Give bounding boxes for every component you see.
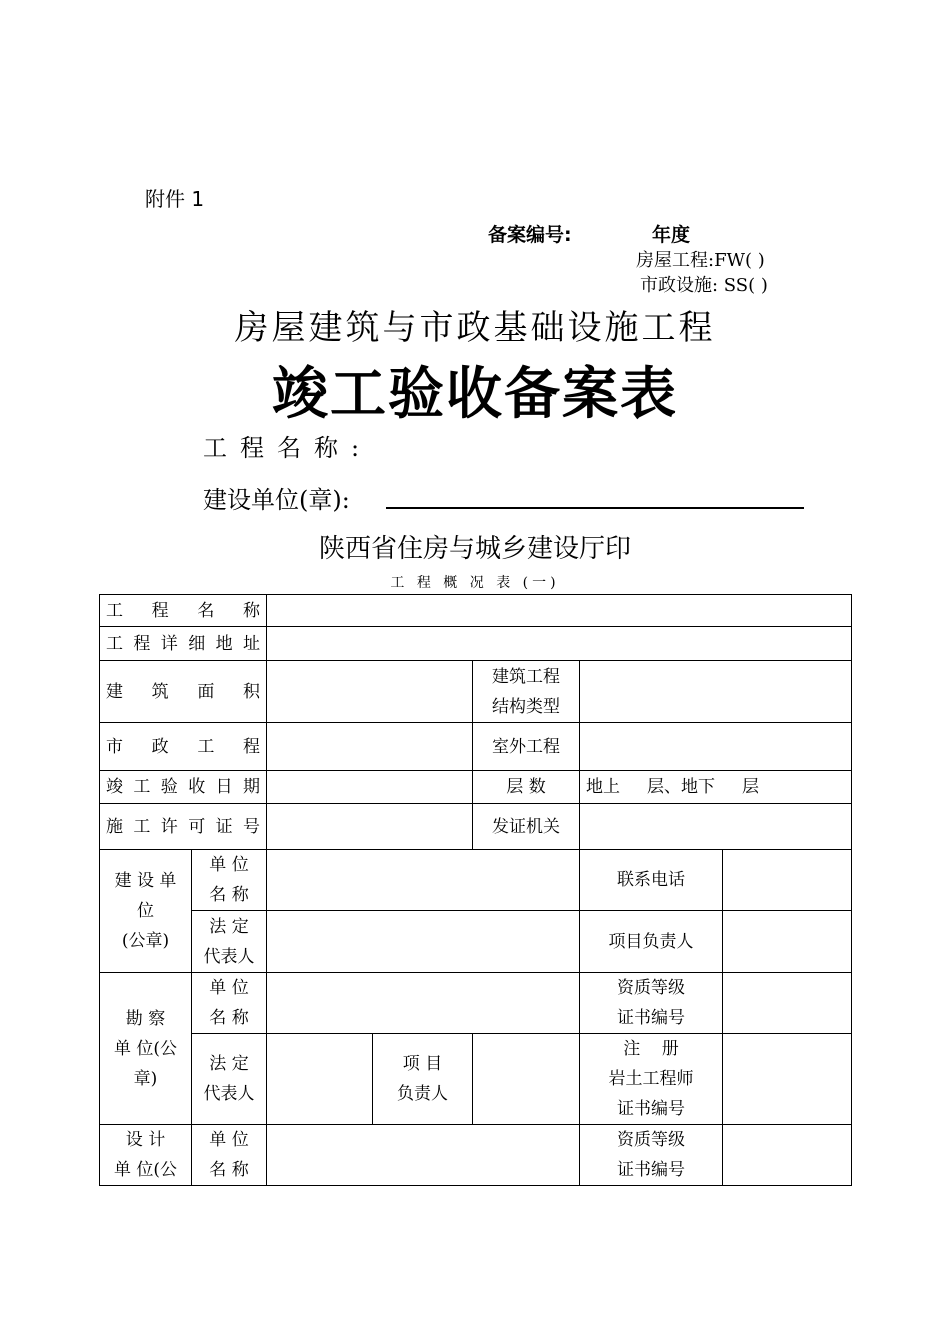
municipal-code: 市政设施: SS( ) bbox=[640, 275, 768, 296]
survey-unit-name-value[interactable] bbox=[267, 973, 580, 1034]
project-name-cell: 工程名称 bbox=[100, 595, 267, 627]
structure-type-line1: 建筑工程 bbox=[492, 666, 560, 687]
unit-name-line2: 名 称 bbox=[209, 1160, 249, 1180]
legal-rep-line2: 代表人 bbox=[203, 1084, 255, 1104]
survey-unit-line3: 章) bbox=[133, 1068, 158, 1089]
housing-code: 房屋工程:FW( ) bbox=[636, 250, 765, 271]
outdoor-value[interactable] bbox=[580, 723, 852, 771]
reg-engineer-cell bbox=[580, 1034, 723, 1125]
building-area-cell: 建筑面积 bbox=[100, 661, 267, 723]
design-unit-name-value[interactable] bbox=[267, 1125, 580, 1186]
floors-value[interactable]: 地上 层、地下 层 bbox=[580, 771, 852, 804]
table-row bbox=[100, 595, 852, 627]
unit-name-line1: 单 位 bbox=[209, 978, 249, 998]
legal-rep-line2: 代表人 bbox=[203, 946, 255, 967]
structure-type-value[interactable] bbox=[580, 661, 852, 723]
builder-unit-line2: 位 bbox=[137, 901, 154, 921]
builder-unit-line3: (公章) bbox=[121, 931, 170, 951]
reg-engineer-value[interactable] bbox=[723, 1034, 852, 1125]
project-leader-cell: 项目负责人 bbox=[580, 911, 723, 973]
municipal-value[interactable] bbox=[267, 723, 473, 771]
survey-item-leader-value[interactable] bbox=[473, 1034, 580, 1125]
project-address-value[interactable] bbox=[267, 627, 852, 661]
survey-qualification-value[interactable] bbox=[723, 973, 852, 1034]
year-label: 年度 bbox=[652, 224, 691, 246]
table-row bbox=[100, 723, 852, 771]
legal-rep-line1: 法 定 bbox=[209, 916, 249, 937]
reg-engineer-line1: 注 册 bbox=[623, 1039, 679, 1059]
table-row bbox=[100, 627, 852, 661]
qualification-line2: 证书编号 bbox=[617, 1160, 685, 1180]
table-row bbox=[100, 804, 852, 850]
permit-number-value[interactable] bbox=[267, 804, 473, 850]
builder-unit-cell bbox=[100, 850, 192, 973]
design-unit-line1: 设 计 bbox=[125, 1130, 166, 1150]
structure-type-line2: 结构类型 bbox=[492, 696, 560, 717]
unit-name-line2: 名 称 bbox=[209, 885, 249, 905]
unit-name-line2: 名 称 bbox=[209, 1008, 249, 1028]
qualification-line2: 证书编号 bbox=[617, 1008, 685, 1028]
survey-unit-line2: 单 位(公 bbox=[113, 1038, 178, 1059]
survey-unit-name-cell bbox=[192, 973, 267, 1034]
qualification-line1: 资质等级 bbox=[617, 978, 685, 998]
builder-unit-name-value[interactable] bbox=[267, 850, 580, 911]
record-number-label: 备案编号: bbox=[488, 224, 572, 246]
builder-legal-rep-cell bbox=[192, 911, 267, 973]
design-unit-cell bbox=[100, 1125, 192, 1186]
design-qualification-cell bbox=[580, 1125, 723, 1186]
survey-legal-rep-cell bbox=[192, 1034, 267, 1125]
unit-name-line1: 单 位 bbox=[209, 1130, 249, 1150]
builder-label: 建设单位(章): bbox=[203, 486, 350, 514]
issuing-authority-cell: 发证机关 bbox=[473, 804, 580, 850]
design-unit-line2: 单 位(公 bbox=[113, 1160, 178, 1180]
reg-engineer-line2: 岩土工程师 bbox=[608, 1069, 694, 1089]
unit-name-line1: 单 位 bbox=[209, 855, 249, 875]
legal-rep-line1: 法 定 bbox=[209, 1054, 249, 1074]
project-name-value[interactable] bbox=[267, 595, 852, 627]
completion-date-cell: 竣工验收日期 bbox=[100, 771, 267, 804]
permit-number-cell: 施工许可证号 bbox=[100, 804, 267, 850]
table-row bbox=[100, 911, 852, 973]
building-area-value[interactable] bbox=[267, 661, 473, 723]
project-name-label: 工程名称: bbox=[203, 434, 373, 462]
completion-date-value[interactable] bbox=[267, 771, 473, 804]
project-address-cell: 工程详细地址 bbox=[100, 627, 267, 661]
issuing-authority-value[interactable] bbox=[580, 804, 852, 850]
attachment-label: 附件 1 bbox=[145, 187, 205, 211]
builder-legal-rep-value[interactable] bbox=[267, 911, 580, 973]
survey-unit-line1: 勘 察 bbox=[125, 1008, 166, 1029]
contact-phone-cell: 联系电话 bbox=[580, 850, 723, 911]
structure-type-cell bbox=[473, 661, 580, 723]
design-qualification-value[interactable] bbox=[723, 1125, 852, 1186]
survey-item-leader-cell bbox=[373, 1034, 473, 1125]
project-overview-table bbox=[99, 594, 852, 1186]
title-line-2: 竣工验收备案表 bbox=[272, 361, 678, 427]
table-row bbox=[100, 1034, 852, 1125]
survey-unit-cell bbox=[100, 973, 192, 1125]
contact-phone-value[interactable] bbox=[723, 850, 852, 911]
survey-legal-rep-value[interactable] bbox=[267, 1034, 373, 1125]
table-row bbox=[100, 661, 852, 723]
reg-engineer-line3: 证书编号 bbox=[617, 1099, 685, 1119]
qualification-line1: 资质等级 bbox=[617, 1130, 685, 1150]
project-leader-value[interactable] bbox=[723, 911, 852, 973]
design-unit-name-cell bbox=[192, 1125, 267, 1186]
issuer-label: 陕西省住房与城乡建设厅印 bbox=[318, 534, 631, 564]
outdoor-cell: 室外工程 bbox=[473, 723, 580, 771]
item-leader-line1: 项 目 bbox=[402, 1054, 443, 1074]
table-row bbox=[100, 771, 852, 804]
builder-underline bbox=[386, 507, 804, 509]
municipal-cell: 市政工程 bbox=[100, 723, 267, 771]
title-line-1: 房屋建筑与市政基础设施工程 bbox=[234, 308, 716, 348]
builder-unit-line1: 建 设 单 bbox=[114, 871, 177, 891]
item-leader-line2: 负责人 bbox=[397, 1084, 448, 1104]
builder-unit-name-cell bbox=[192, 850, 267, 911]
table-row bbox=[100, 1125, 852, 1186]
table-row bbox=[100, 850, 852, 911]
floors-cell: 层 数 bbox=[473, 771, 580, 804]
table-title: 工 程 概 况 表 (一) bbox=[390, 575, 560, 591]
table-row bbox=[100, 973, 852, 1034]
survey-qualification-cell bbox=[580, 973, 723, 1034]
